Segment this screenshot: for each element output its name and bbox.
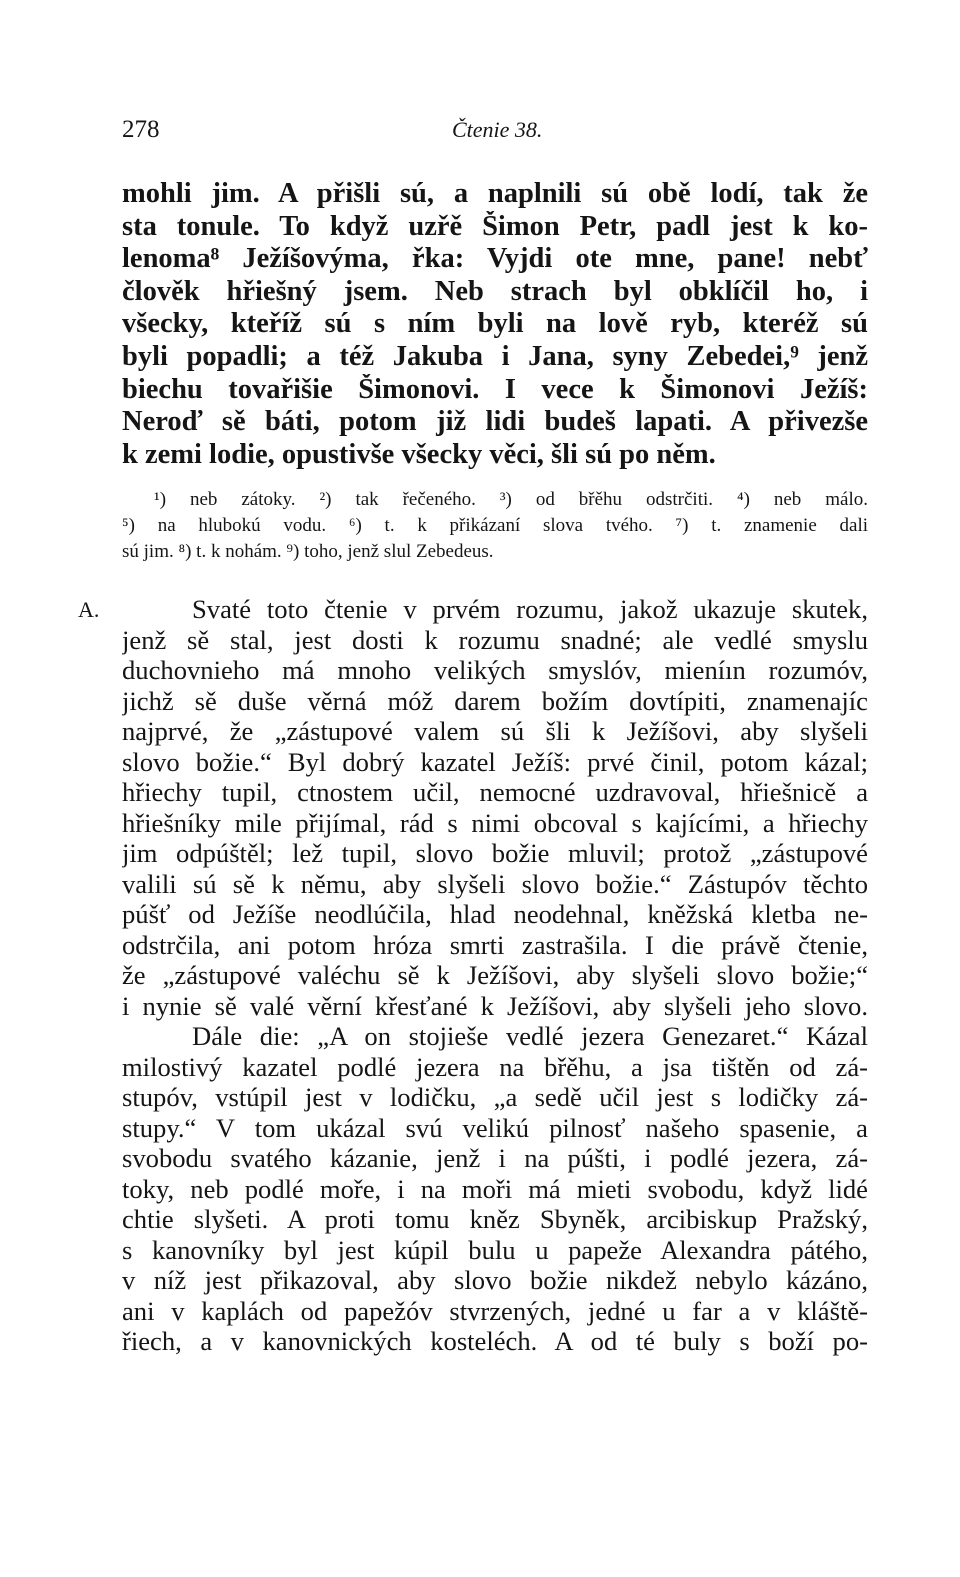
text-line: hřiechy tupil, ctnostem učil, nemocné uzdravoval, hřiešnicě a	[122, 777, 868, 807]
text-line: odstrčila, ani potom hróza smrti zastrašila. I die právě čtenie,	[122, 929, 868, 960]
text-line: stupy.“ V tom ukázal svú velikú pilnosť našeho spasenie, a	[122, 1112, 868, 1143]
footnotes	[122, 487, 868, 565]
footnote-line: ⁵) na hlubokú vodu. ⁶) t. k přikázaní slova tvého. ⁷) t. znamenie dali	[122, 515, 868, 536]
text-line: byli popadli; a též Jakuba i Jana, syny Zebedei,⁹ jenž	[122, 340, 868, 372]
text-line: s kanovníky byl jest kúpil bulu u papeže Alexandra pátého,	[122, 1234, 868, 1265]
commentary-text	[122, 594, 868, 1357]
text-line: všecky, kteříž sú s ním byli na lově ryb, kteréž sú	[122, 308, 868, 340]
bible-text	[122, 178, 868, 471]
text-line: hřiešníky mile přijímal, rád s nimi obcoval s kajícími, a hřiechy	[122, 807, 868, 838]
text-line: stupóv, vstúpil jest v lodičku, „a sedě učil jest s lodičky zá-	[122, 1082, 868, 1112]
page-number: 278	[122, 116, 160, 143]
text-line: jim odpúštěl; lež tupil, slovo božie mluvil; protož „zástupové	[122, 838, 868, 868]
text-line: k zemi lodie, opustivše všecky věci, šli sú po něm.	[122, 438, 716, 470]
text-line: ani v kaplách od papežóv stvrzených, jedné u far a v kláště-	[122, 1295, 868, 1326]
page-header	[122, 116, 866, 146]
text-line: svobodu svatého kázanie, jenž i na púšti, i podlé jezera, zá-	[122, 1143, 868, 1173]
text-line: Dále die: „A on stojieše vedlé jezera Genezaret.“ Kázal	[192, 1021, 868, 1051]
text-line: že „zástupové valéchu sě k Ježíšovi, aby slyšeli slovo božie;“	[122, 960, 868, 990]
text-line: jichž sě duše věrná móž darem božím dovtípiti, znamenajíc	[122, 685, 868, 716]
text-line: sta tonule. To když uzřě Šimon Petr, padl jest k ko-	[122, 210, 868, 242]
text-line: púšť od Ježíše neodlúčila, hlad neodehnal, kněžská kletba ne-	[122, 899, 868, 929]
text-line: jenž sě stal, jest dosti k rozumu snadné; ale vedlé smyslu	[122, 624, 868, 655]
text-line: duchovnieho má mnoho velikých smyslóv, mieníın rozumóv,	[122, 655, 868, 685]
text-line: lenoma⁸ Ježíšovýma, řka: Vyjdi ote mne, pane! nebť	[122, 243, 868, 275]
text-line: najprvé, že „zástupové valem sú šli k Ježíšovi, aby slyšeli	[122, 716, 868, 746]
text-line: mohli jim. A přišli sú, a naplnili sú obě lodí, tak že	[122, 178, 868, 209]
text-line: i nynie sě valé věrní křesťané k Ježíšovi, aby slyšeli jeho slovo.	[122, 990, 868, 1021]
text-line: milostivý kazatel podlé jezera na břěhu, a jsa tištěn od zá-	[122, 1051, 868, 1082]
text-line: chtie slyšeti. A proti tomu kněz Sbyněk, arcibiskup Pražský,	[122, 1204, 868, 1234]
text-line: v níž jest přikazoval, aby slovo božie nikdež nebylo kázáno,	[122, 1265, 868, 1295]
text-line: toky, neb podlé moře, i na moři má mieti svobodu, když lidé	[122, 1173, 868, 1204]
text-line: valili sú sě k němu, aby slyšeli slovo božie.“ Zástupóv těchto	[122, 868, 868, 899]
footnote-line: sú jim. ⁸) t. k nohám. ⁹) toho, jenž slul Zebedeus.	[122, 541, 494, 562]
text-line: slovo božie.“ Byl dobrý kazatel Ježíš: prvé činil, potom kázal;	[122, 746, 868, 777]
text-line: řiech, a v kanovnických kosteléch. A od té buly s boží po-	[122, 1326, 868, 1356]
text-line: Neroď sě báti, potom již lidi budeš lapati. A přivezše	[122, 406, 868, 438]
running-title: Čtenie 38.	[452, 117, 543, 142]
text-line: Svaté toto čtenie v prvém rozumu, jakož ukazuje skutek,	[192, 594, 868, 624]
text-line: biechu tovařišie Šimonovi. I vece k Šimonovi Ježíš:	[122, 373, 868, 405]
text-line: člověk hřiešný jsem. Neb strach byl obklíčil ho, i	[122, 275, 868, 307]
section-marker: A.	[78, 597, 100, 622]
footnote-line: ¹) neb zátoky. ²) tak řečeného. ³) od břěhu odstrčiti. ⁴) neb málo.	[154, 489, 868, 510]
